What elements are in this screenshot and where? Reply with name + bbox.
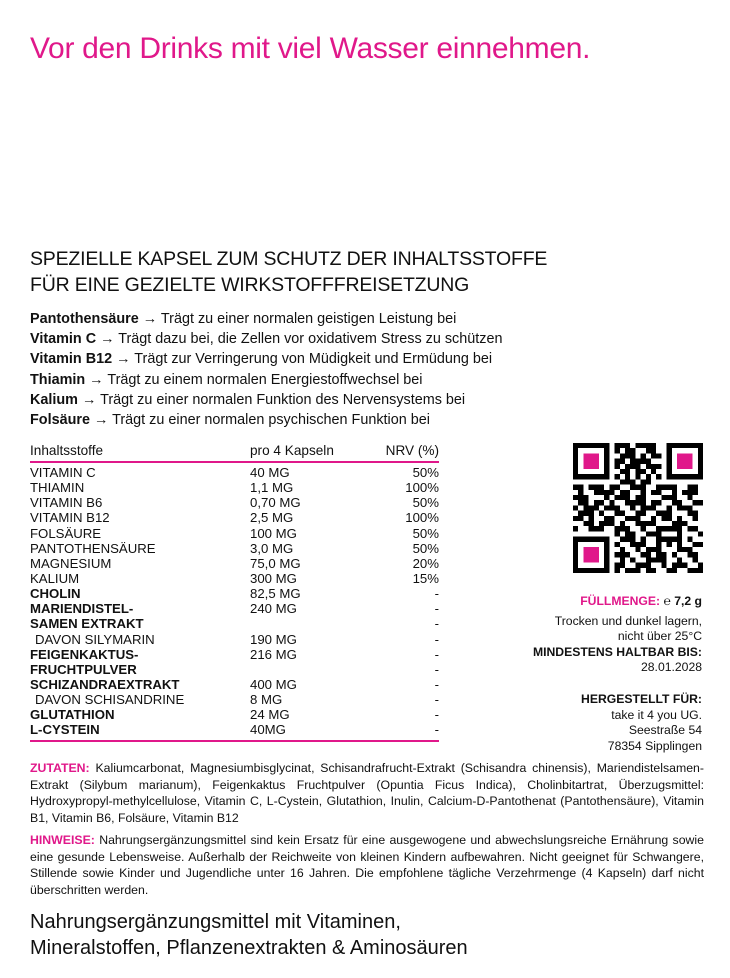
table-row — [30, 495, 439, 510]
table-row — [30, 616, 439, 631]
table-row — [30, 632, 439, 647]
best-before-date: 28.01.2028 — [641, 660, 702, 675]
ingredients-section — [30, 760, 704, 826]
table-row — [30, 556, 439, 571]
ingredients-text: Kaliumcarbonat, Magnesiumbisglycinat, Schisandrafrucht-Extrakt (Schisandra chinensis), Mariendistelsamen-Extrakt (Silybum marianum), Feigenkaktus Fruchtpulver (Opuntia Ficus Indica), Cholinbitartrat, Überzugsmittel: Hydroxypropyl-methylcellulose, Vitamin C, L-Cystein, Glutathion, Inulin, Calcium-D-Pantothenat (Pantothensäure), Vitamin B1, Vitamin B6, Folsäure, Vitamin B12 — [30, 761, 704, 825]
row-amount: 100 ΜG — [250, 525, 297, 541]
row-name: FRUCHTPULVER — [30, 661, 137, 677]
row-name: DAVON SCHISANDRINE — [35, 692, 185, 708]
row-nrv: - — [434, 722, 439, 738]
table-row — [30, 647, 439, 662]
row-name: KALIUM — [30, 570, 80, 586]
row-nrv: - — [434, 707, 439, 723]
fill-quantity — [502, 594, 702, 610]
manufacturer-label: HERGESTELLT FÜR: — [581, 691, 702, 706]
row-nrv: - — [434, 616, 439, 632]
row-nrv: 50% — [412, 495, 439, 511]
fill-quantity-label: FÜLLMENGE: — [580, 594, 661, 608]
notes-text: Nahrungsergänzungsmittel sind kein Ersatz für eine ausgewogene und abwechslungsreiche Ernährung sowie eine gesunde Lebensweise. Außerhalb der Reichweite von kleinen Kindern aufbewahren. Nicht geeignet für Schwangere, Stillende sowie Kinder und Jugendliche unter 16 Jahren. Die empfohlene tägliche Verzehrmenge (4 Kapseln) darf nicht überschritten werden. — [30, 833, 704, 897]
row-name: L-CYSTEIN — [30, 722, 100, 738]
row-amount — [250, 662, 370, 677]
row-amount: 1,1 MG — [250, 480, 294, 496]
row-amount: 24 MG — [250, 707, 290, 723]
arrow-right-icon: → — [116, 351, 131, 368]
table-row — [30, 677, 439, 692]
header-amount: pro 4 Kapseln — [250, 443, 334, 458]
fill-quantity-value: 7,2 g — [674, 594, 702, 608]
benefit-name: Vitamin B12 — [30, 351, 113, 368]
table-row — [30, 707, 439, 722]
row-name: MARIENDISTEL- — [30, 601, 134, 617]
row-amount: 216 MG — [250, 646, 297, 662]
row-amount: 40MG — [250, 722, 286, 738]
product-description — [30, 909, 720, 961]
row-name: PANTOTHENSÄURE — [30, 540, 156, 556]
row-name: SCHIZANDRAEXTRAKT — [30, 676, 180, 692]
product-description-line1: Nahrungsergänzungsmittel mit Vitaminen, — [30, 911, 401, 933]
table-row — [30, 722, 439, 737]
row-amount: 400 MG — [250, 676, 297, 692]
row-name: SAMEN EXTRAKT — [30, 616, 144, 632]
benefit-item — [30, 349, 710, 369]
notes-label: HINWEISE: — [30, 833, 95, 847]
arrow-right-icon: → — [81, 391, 97, 408]
row-amount: 0,70 MG — [250, 495, 301, 511]
benefit-item — [30, 309, 710, 329]
row-nrv: 100% — [405, 510, 439, 526]
header-nrv: NRV (%) — [385, 443, 439, 458]
benefit-text: Trägt dazu bei, die Zellen vor oxidativem Stress zu schützen — [118, 331, 503, 348]
row-nrv: 20% — [412, 555, 439, 571]
table-row — [30, 526, 439, 541]
storage-line1: Trocken und dunkel lagern, — [554, 613, 702, 628]
row-amount — [250, 616, 370, 631]
row-name: GLUTATHION — [30, 707, 115, 723]
row-name: VITAMIN C — [30, 465, 96, 480]
row-amount: 300 MG — [250, 570, 297, 586]
benefit-name: Pantothensäure — [30, 311, 139, 327]
row-name: VITAMIN B12 — [30, 510, 110, 526]
row-amount: 8 MG — [250, 692, 283, 708]
benefit-text: Trägt zur Verringerung von Müdigkeit und Ermüdung bei — [134, 351, 493, 368]
qr-finder-bottom-left — [573, 537, 609, 573]
row-name: DAVON SILYMARIN — [35, 631, 155, 647]
table-row — [30, 601, 439, 616]
table-row — [30, 692, 439, 707]
ingredients-label: ZUTATEN: — [30, 761, 90, 775]
table-row — [30, 510, 439, 525]
row-nrv: - — [434, 646, 439, 662]
row-nrv: 50% — [412, 540, 439, 556]
row-amount: 2,5 ΜG — [250, 510, 294, 526]
benefit-text: Trägt zu einer normalen Funktion des Nervensystems bei — [100, 391, 466, 408]
row-name: THIAMIN — [30, 480, 85, 496]
qr-code-icon[interactable] — [573, 443, 703, 573]
benefit-name: Kalium — [30, 391, 78, 408]
row-nrv: - — [434, 692, 439, 708]
row-nrv: - — [434, 601, 439, 617]
benefit-name: Vitamin C — [30, 331, 97, 348]
table-body — [30, 463, 439, 742]
row-amount: 40 MG — [250, 465, 290, 480]
table-row — [30, 662, 439, 677]
manufacturer-city: 78354 Sipplingen — [607, 738, 702, 753]
benefit-text: Trägt zu einer normalen geistigen Leistung bei — [160, 311, 457, 327]
row-nrv: - — [434, 661, 439, 677]
row-nrv: - — [434, 631, 439, 647]
benefit-name: Folsäure — [30, 412, 90, 429]
row-nrv: 15% — [412, 570, 439, 586]
best-before-label: MINDESTENS HALTBAR BIS: — [532, 644, 702, 659]
header-ingredients: Inhaltsstoffe — [30, 443, 104, 458]
arrow-right-icon: → — [142, 311, 158, 327]
product-description-line2: Mineralstoffen, Pflanzenextrakten & Aminosäuren — [30, 937, 468, 959]
arrow-right-icon: → — [93, 412, 109, 429]
row-nrv: - — [434, 586, 439, 602]
row-nrv: 100% — [405, 480, 439, 496]
row-name: FEIGENKAKTUS- — [30, 646, 139, 662]
table-row — [30, 541, 439, 556]
qr-finder-top-right — [667, 443, 703, 479]
row-name: FOLSÄURE — [30, 525, 102, 541]
manufacturer-street: Seestraße 54 — [628, 723, 702, 738]
row-nrv: 50% — [412, 525, 439, 541]
notes-section — [30, 832, 704, 898]
estimated-sign-icon: ℮ — [663, 594, 671, 608]
qr-finder-top-left — [573, 443, 609, 479]
row-name: MAGNESIUM — [30, 555, 112, 571]
benefit-item — [30, 410, 710, 430]
benefits-list — [30, 309, 710, 430]
row-name: VITAMIN B6 — [30, 495, 103, 511]
row-name: CHOLIN — [30, 586, 81, 602]
row-amount: 75,0 MG — [250, 555, 301, 571]
table-row — [30, 586, 439, 601]
benefit-item — [30, 390, 710, 410]
row-nrv: 50% — [412, 465, 439, 480]
capsule-title-line2: FÜR EINE GEZIELTE WIRKSTOFFFREISETZUNG — [30, 274, 470, 296]
benefit-text: Trägt zu einem normalen Energiestoffwechsel bei — [107, 371, 423, 388]
headline: Vor den Drinks mit viel Wasser einnehmen. — [30, 32, 591, 65]
row-nrv: - — [434, 676, 439, 692]
capsule-title-line1: SPEZIELLE KAPSEL ZUM SCHUTZ DER INHALTSSTOFFE — [30, 248, 548, 270]
table-header — [30, 441, 439, 463]
row-amount: 82,5 MG — [250, 586, 301, 602]
benefit-name: Thiamin — [30, 371, 86, 388]
table-row — [30, 480, 439, 495]
row-amount: 190 MG — [250, 631, 297, 647]
row-amount: 3,0 MG — [250, 540, 294, 556]
row-amount: 240 MG — [250, 601, 297, 617]
benefit-text: Trägt zu einer normalen psychischen Funktion bei — [112, 412, 430, 429]
benefit-item — [30, 329, 710, 349]
arrow-right-icon: → — [89, 371, 104, 388]
table-row — [30, 465, 439, 480]
manufacturer-name: take it 4 you UG. — [611, 707, 702, 722]
arrow-right-icon: → — [100, 331, 115, 348]
storage-line2: nicht über 25°C — [617, 629, 702, 644]
product-info — [502, 594, 702, 754]
table-row — [30, 571, 439, 586]
capsule-title — [30, 246, 710, 298]
nutrition-table — [30, 441, 439, 742]
benefit-item — [30, 370, 710, 390]
